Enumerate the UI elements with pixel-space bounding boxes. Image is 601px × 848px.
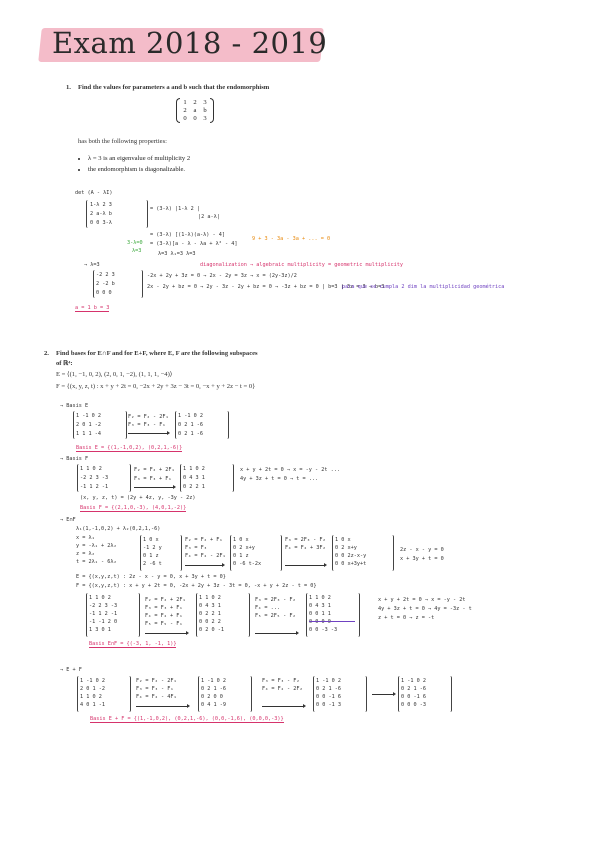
einter-m1-row: 0 1 z: [143, 553, 159, 559]
basisE-head: → Basis E: [60, 403, 89, 409]
arrow: [185, 565, 223, 566]
strike-line: [309, 621, 355, 622]
einter-op2: F₃ = 2F₃ - F₂: [285, 537, 326, 543]
q1-orange: 9 + 3 - 3a - 3a + ... = 0: [252, 236, 331, 242]
m-cell: 0: [183, 115, 187, 122]
einter-m3-row: 0 0 2z-x-y: [335, 553, 367, 559]
einter-big2-row: 0 4 3 1: [199, 603, 221, 609]
einter-m2-row: 0 -6 t-2x: [233, 561, 262, 567]
basisF-op: F₃ = F₃ + F₁: [134, 476, 172, 482]
basisE-row: 1 -1 0 2: [76, 413, 101, 419]
einter-op1: F₃ = F₃: [185, 545, 207, 551]
q1-det: det (A - λI): [75, 190, 113, 196]
einter-l4: z = λ₂: [76, 551, 95, 557]
einter-big3-row: 0 0 0 0: [309, 619, 331, 625]
m-cell: 3: [203, 99, 207, 106]
einter-big-row: 1 1 0 2: [89, 595, 111, 601]
einter-l3: y = -λ₁ + 2λ₂: [76, 543, 117, 549]
basisF-res-row: 1 1 0 2: [183, 466, 205, 472]
esum-op1: F₄ = F₄ - 4F₁: [136, 694, 177, 700]
q1-text: Find the values for parameters a and b such that the endomorphism: [78, 84, 270, 91]
title-block: [40, 22, 328, 68]
q2-text: Find bases for E∩F and for E+F, where E, F are the following subspaces: [56, 350, 258, 357]
q1-matrix: [176, 99, 214, 122]
esum-m2-row: 0 2 1 -6: [201, 686, 226, 692]
q1-line1: = (3-λ) [(1-λ)(a-λ) - 4]: [150, 232, 225, 238]
basisF-head: → Basis F: [60, 456, 89, 462]
einter-big-op: F₅ = F₅ - F₁: [145, 621, 183, 627]
q1-sys-row: 0 0 0: [96, 290, 112, 296]
einter-op2: F₄ = F₄ + 3F₂: [285, 545, 326, 551]
einter-big2-row: 0 2 0 -1: [199, 627, 224, 633]
q1-eq2: 2x - 2y + bz = 0 → 2y - 3z - 2y + bz = 0 → -3z + bz = 0 | b=3 | 3z = 3 → b=3: [147, 284, 385, 290]
q1-line2: = (3-λ)[a - λ - λa + λ² - 4]: [150, 241, 238, 247]
einter-side: 4y + 3z + t = 0 → 4y = -3z - t: [378, 606, 472, 612]
basisF-res-row: 0 2 2 1: [183, 484, 205, 490]
einter-m1-row: 1 0 x: [143, 537, 159, 543]
basisE-res-row: 1 -1 0 2: [178, 413, 203, 419]
q1-pink-note: diagonalization → algebraic multiplicity = geometric multiplicity: [200, 262, 404, 268]
esum-m4-row: 1 -1 0 2: [401, 678, 426, 684]
einter-m2-row: 0 2 x+y: [233, 545, 255, 551]
q1-green2: λ=3: [132, 248, 142, 254]
m-cell: a: [193, 107, 197, 114]
esum-head: → E + F: [60, 667, 82, 673]
einter-op1: F₂ = F₂ + F₁: [185, 537, 223, 543]
q1-green1: 3-λ=0: [127, 240, 143, 246]
einter-m1-row: 2 -6 t: [143, 561, 162, 567]
einter-m3-row: 0 2 x+y: [335, 545, 357, 551]
einter-big-row: -1 1 2 -1: [89, 611, 118, 617]
q2-text2: of ℝ⁴:: [56, 360, 73, 367]
q1-after: has both the following properties:: [78, 138, 167, 145]
einter-l2: x = λ₁: [76, 535, 95, 541]
einter-big-row: 1 3 0 1: [89, 627, 111, 633]
esum-m3-row: 0 2 1 -6: [316, 686, 341, 692]
einter-big3-row: 0 4 3 1: [309, 603, 331, 609]
basisF-res-row: 0 4 3 1: [183, 475, 205, 481]
m-cell: 0: [193, 115, 197, 122]
q1-line3: λ=3 λ₁=3 λ=3: [158, 251, 196, 257]
einter-big-op2: F₅ = 2F₅ - F₂: [255, 613, 296, 619]
arrow: [372, 694, 394, 695]
basisE-answer: Basis E = {(1,-1,0,2), (0,2,1,-6)}: [76, 445, 183, 451]
q2-number: 2.: [44, 350, 49, 357]
esum-m2-row: 1 -1 0 2: [201, 678, 226, 684]
einter-l1: λ₁(1,-1,0,2) + λ₂(0,2,1,-6): [76, 526, 161, 532]
einter-l5: t = 2λ₁ - 6λ₂: [76, 559, 117, 565]
esum-m3-row: 0 0 -1 3: [316, 702, 341, 708]
esum-m4-row: 0 2 1 -6: [401, 686, 426, 692]
q1-prop: • the endomorphism is diagonalizable.: [88, 166, 190, 173]
q1-eq1: -2x + 2y + 3z = 0 → 2x - 2y = 3z → x = (2y-3z)/2: [147, 273, 297, 279]
q2-E: E = ⟨(1, −1, 0, 2), (2, 0, 1, −2), (1, 1, 1, −4)⟩: [56, 371, 173, 378]
einter-big3-row: 1 1 0 2: [309, 595, 331, 601]
esum-m3-row: 0 0 -1 6: [316, 694, 341, 700]
einter-answer: Basis E∩F = {(-3, 1, -1, 1)}: [89, 641, 177, 647]
esum-op1: F₂ = F₂ - 2F₁: [136, 678, 177, 684]
esum-m3-row: 1 -1 0 2: [316, 678, 341, 684]
esum-m2-row: 0 2 0 0: [201, 694, 223, 700]
einter-side: x + y + 2t = 0 → x = -y - 2t: [378, 597, 466, 603]
basisF-row: 1 1 0 2: [80, 466, 102, 472]
arrow: [128, 433, 168, 434]
page-title: Exam 2018 - 2019: [52, 26, 328, 60]
einter-big2-row: 0 0 2 2: [199, 619, 221, 625]
basisF-eq: x + y + 2t = 0 → x = -y - 2t ...: [240, 467, 340, 473]
arrow: [285, 565, 325, 566]
einter-big2-row: 1 1 0 2: [199, 595, 221, 601]
esum-answer: Basis E + F = {(1,-1,0,2), (0,2,1,-6), (0,0,-1,6), (0,0,0,-3)}: [90, 716, 284, 722]
m-cell: 2: [183, 107, 187, 114]
esum-m1-row: 1 1 0 2: [80, 694, 102, 700]
basisF-op: F₂ = F₂ + 2F₁: [134, 467, 175, 473]
einter-m1-row: -1 2 y: [143, 545, 162, 551]
esum-op2: F₃ = F₃ - F₂: [262, 678, 300, 684]
q1-answer: a = 1 b = 3: [75, 305, 110, 311]
q1-lam: → λ=3: [84, 262, 100, 268]
esum-m4-row: 0 0 0 -3: [401, 702, 426, 708]
esum-op2: F₄ = F₄ - 2F₂: [262, 686, 303, 692]
q1-det-row: 0 0 3-λ: [90, 220, 112, 226]
m-cell: 2: [193, 99, 197, 106]
m-cell: b: [203, 107, 207, 114]
arrow: [262, 706, 304, 707]
einter-E: E = {(x,y,z,t) : 2z - x - y = 0, x + 3y + t = 0}: [76, 574, 226, 580]
basisE-op: F₃ = F₃ - F₁: [128, 422, 166, 428]
q1-sys-row: 2 -2 b: [96, 281, 115, 287]
m-cell: 1: [183, 99, 187, 106]
einter-big-op: F₄ = F₄ + F₁: [145, 613, 183, 619]
einter-m3-row: 0 0 x+3y+t: [335, 561, 367, 567]
einter-big3-row: 0 0 1 1: [309, 611, 331, 617]
einter-res: x + 3y + t = 0: [400, 556, 444, 562]
einter-big-op: F₂ = F₂ + 2F₁: [145, 597, 186, 603]
q1-det-row: 2 a-λ b: [90, 211, 112, 217]
einter-big-op2: F₃ = 2F₃ - F₂: [255, 597, 296, 603]
arrow: [255, 633, 297, 634]
q1-sys-row: -2 2 3: [96, 272, 115, 278]
einter-op1: F₄ = F₄ - 2F₁: [185, 553, 226, 559]
basisE-res-row: 0 2 1 -6: [178, 431, 203, 437]
arrow: [134, 487, 174, 488]
q1-cof2: |2 a-λ|: [198, 214, 220, 220]
basisF-row: -1 1 2 -1: [80, 484, 109, 490]
esum-m1-row: 2 0 1 -2: [80, 686, 105, 692]
einter-m2-row: 1 0 x: [233, 537, 249, 543]
q1-props: [78, 155, 190, 177]
q1-cof: = (3-λ) |1-λ 2 |: [150, 206, 200, 212]
einter-big-row: -1 -1 2 0: [89, 619, 118, 625]
einter-res: 2z - x - y = 0: [400, 547, 444, 553]
einter-big-op2: F₄ = ...: [255, 605, 280, 611]
esum-m4-row: 0 0 -1 6: [401, 694, 426, 700]
einter-head: → E∩F: [60, 517, 76, 523]
basisF-par: (x, y, z, t) = (2y + 4z, y, -3y - 2z): [80, 495, 196, 501]
basisE-op: F₂ = F₂ - 2F₁: [128, 414, 169, 420]
esum-m1-row: 4 0 1 -1: [80, 702, 105, 708]
basisF-row: -2 2 3 -3: [80, 475, 109, 481]
einter-big3-row: 0 0 -3 -3: [309, 627, 338, 633]
basisE-row: 2 0 1 -2: [76, 422, 101, 428]
einter-big-op: F₃ = F₃ + F₁: [145, 605, 183, 611]
q2-F: F = {(x, y, z, t) : x + y + 2t = 0, −2x + 2y + 3z − 3t = 0, −x + y + 2z − t = 0}: [56, 383, 256, 390]
einter-m2-row: 0 1 z: [233, 553, 249, 559]
einter-side: z + t = 0 → z = -t: [378, 615, 435, 621]
basisF-eq2: 4y + 3z + t = 0 → t = ...: [240, 476, 319, 482]
esum-op1: F₃ = F₃ - F₁: [136, 686, 174, 692]
einter-big-row: -2 2 3 -3: [89, 603, 118, 609]
einter-F: F = {(x,y,z,t) : x + y + 2t = 0, -2x + 2y + 3z - 3t = 0, -x + y + 2z - t = 0}: [76, 583, 317, 589]
q1-prop: • λ = 3 is an eigenvalue of multiplicity 2: [88, 155, 190, 162]
m-cell: 3: [203, 115, 207, 122]
basisE-row: 1 1 1 -4: [76, 431, 101, 437]
q1-det-row: 1-λ 2 3: [90, 202, 112, 208]
basisE-res-row: 0 2 1 -6: [178, 422, 203, 428]
q1-purple-note: para que se cumpla 2 dim la multiplicidad geométrica: [342, 284, 505, 290]
esum-m1-row: 1 -1 0 2: [80, 678, 105, 684]
basisF-answer: Basis F = {(2,1,0,-3), (4,0,1,-2)}: [80, 505, 187, 511]
arrow: [145, 633, 187, 634]
esum-m2-row: 0 4 1 -9: [201, 702, 226, 708]
q1-number: 1.: [66, 84, 71, 91]
einter-big2-row: 0 2 2 1: [199, 611, 221, 617]
arrow: [136, 706, 188, 707]
einter-m3-row: 1 0 x: [335, 537, 351, 543]
